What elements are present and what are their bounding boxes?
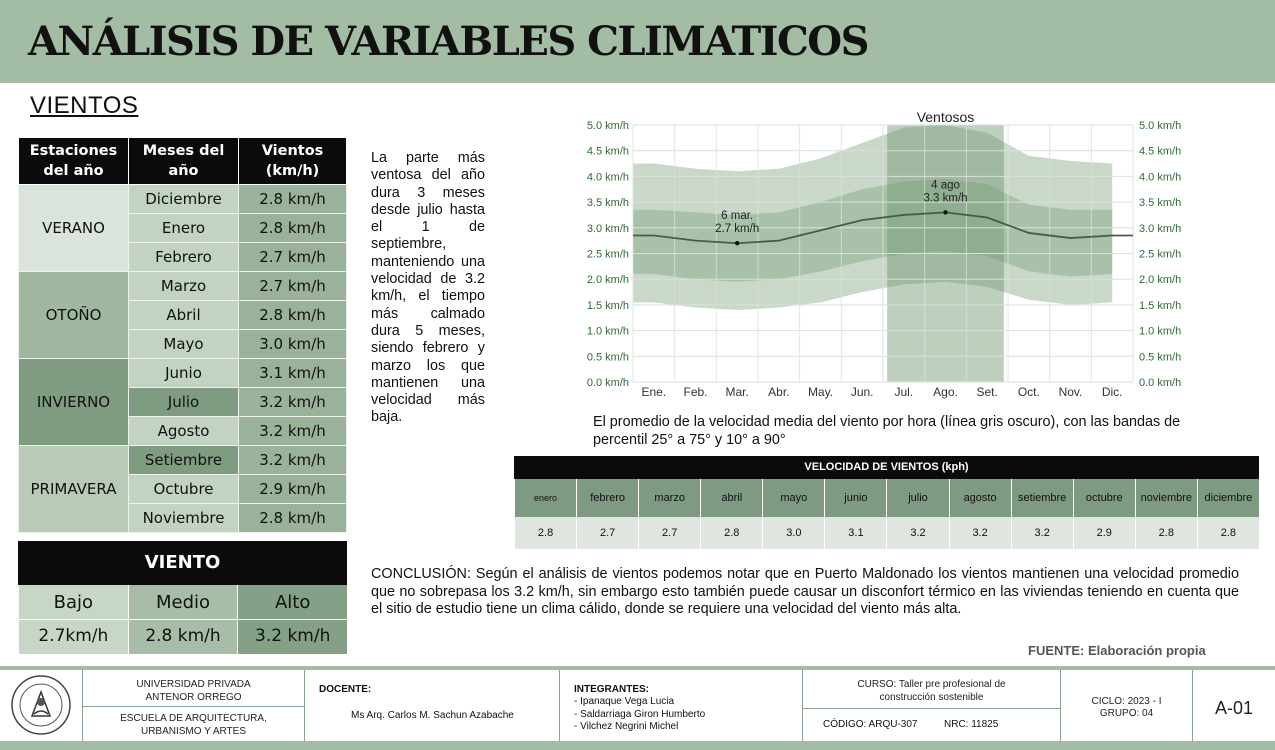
speed-month-cell: setiembre [1011, 479, 1073, 517]
speed-value-cell: 3.2 [886, 517, 948, 549]
wind-cell: 3.1 km/h [239, 359, 347, 388]
course-cell [803, 670, 1061, 741]
wind-medium-value: 2.8 km/h [128, 620, 238, 655]
speed-value-cell: 3.2 [949, 517, 1011, 549]
x-tick-label: Oct. [1017, 385, 1040, 399]
docente-cell [305, 670, 560, 741]
speed-table-title: VELOCIDAD DE VIENTOS (kph) [514, 456, 1259, 479]
table-header [129, 138, 239, 185]
speed-value-cell: 2.7 [638, 517, 700, 549]
school-name: ESCUELA DE ARQUITECTURA, URBANISMO Y ARTES [120, 713, 267, 737]
y-tick-label-right: 0.5 km/h [1139, 351, 1182, 364]
wind-high-value: 3.2 km/h [237, 620, 347, 655]
wind-cell: 2.7 km/h [239, 243, 347, 272]
cycle-cell [1061, 670, 1193, 741]
y-tick-label: 2.5 km/h [586, 248, 629, 261]
y-tick-label: 2.0 km/h [586, 274, 629, 287]
wind-medium-label: Medio [128, 585, 238, 620]
wind-cell: 3.2 km/h [239, 388, 347, 417]
speed-value-cell: 2.8 [1135, 517, 1197, 549]
y-tick-label: 4.0 km/h [586, 171, 629, 184]
course-code: CÓDIGO: ARQU-307 [823, 719, 918, 730]
speed-month-cell: octubre [1073, 479, 1135, 517]
header-wind: Vientos (km/h) [261, 143, 324, 179]
integrantes-label: INTEGRANTES: [574, 684, 649, 695]
y-tick-label-right: 1.5 km/h [1139, 299, 1182, 312]
annotation-date: 4 ago [931, 179, 960, 192]
season-cell: VERANO [19, 185, 129, 272]
speed-value-cell: 3.0 [762, 517, 824, 549]
annotation-date: 6 mar. [721, 210, 754, 223]
speed-month-cell: enero [514, 479, 576, 517]
y-tick-label: 3.0 km/h [586, 222, 629, 235]
x-tick-label: May. [807, 385, 834, 399]
logo-cell [0, 670, 83, 741]
wind-cell: 2.9 km/h [239, 475, 347, 504]
speed-months-row [514, 479, 1259, 517]
wind-cell: 3.2 km/h [239, 417, 347, 446]
description-text: La parte más ventosa del año dura 3 meses desde julio hasta el 1 de septiembre, manteniendo una velocidad de 3.2 km/h, el tiempo más calmado dura 5 meses, siendo febrero y marzo los que mantienen una velocidad más baja. [371, 150, 485, 426]
annotation-value: 2.7 km/h [715, 223, 760, 236]
y-tick-label-right: 2.5 km/h [1139, 248, 1182, 261]
month-cell: Octubre [129, 475, 239, 504]
speed-month-cell: febrero [576, 479, 638, 517]
sheet-cell [1193, 670, 1275, 741]
cycle-text: CICLO: 2023 - I [1091, 696, 1162, 707]
speed-value-cell: 2.9 [1073, 517, 1135, 549]
header-seasons: Estaciones del año [29, 143, 118, 179]
title-block [0, 670, 1275, 741]
integrantes-list [574, 696, 705, 734]
member-name: - Ipanaque Vega Lucia [574, 696, 675, 707]
speed-month-cell: marzo [638, 479, 700, 517]
wind-cell: 3.0 km/h [239, 330, 347, 359]
month-cell: Junio [129, 359, 239, 388]
speed-value-cell: 2.7 [576, 517, 638, 549]
speed-values-row [514, 517, 1259, 549]
x-tick-label: Ago. [933, 385, 958, 399]
month-cell: Marzo [129, 272, 239, 301]
footer-bottom-rule [0, 741, 1275, 750]
speed-month-cell: diciembre [1197, 479, 1259, 517]
month-cell: Agosto [129, 417, 239, 446]
x-tick-label: Jun. [850, 385, 874, 399]
wind-chart [575, 108, 1195, 400]
wind-cell: 2.7 km/h [239, 272, 347, 301]
member-name: - Saldarriaga Giron Humberto [574, 708, 706, 720]
y-tick-label-right: 4.0 km/h [1139, 171, 1182, 184]
speed-value-cell: 2.8 [514, 517, 576, 549]
speed-value-cell: 2.8 [1197, 517, 1259, 549]
month-cell: Mayo [129, 330, 239, 359]
source-note: FUENTE: Elaboración propia [1028, 643, 1206, 658]
speed-table [514, 456, 1259, 549]
speed-month-cell: mayo [762, 479, 824, 517]
integrantes-cell [560, 670, 803, 741]
month-cell: Abril [129, 301, 239, 330]
y-tick-label: 1.5 km/h [586, 299, 629, 312]
sheet-number: A-01 [1214, 698, 1254, 718]
wind-summary-table [18, 541, 347, 655]
y-tick-label: 5.0 km/h [586, 120, 629, 132]
wind-cell: 2.8 km/h [239, 214, 347, 243]
x-tick-label: Mar. [725, 385, 749, 399]
y-tick-label-right: 4.5 km/h [1139, 145, 1182, 158]
speed-value-cell: 3.1 [824, 517, 886, 549]
university-cell [83, 670, 305, 741]
chart-caption: El promedio de la velocidad media del viento por hora (línea gris oscuro), con las bandas de percentil 25° a 75° y 10° a 90° [593, 414, 1181, 448]
speed-month-cell: noviembre [1135, 479, 1197, 517]
course-name: CURSO: Taller pre profesional de construcción sostenible [857, 679, 1006, 703]
y-tick-label-right: 3.0 km/h [1139, 222, 1182, 235]
group-text: GRUPO: 04 [1099, 708, 1154, 719]
table-header [19, 138, 129, 185]
annotation-point [735, 241, 739, 245]
course-nrc: NRC: 11825 [944, 719, 999, 730]
university-seal-icon [10, 674, 72, 736]
member-name: - Vilchez Negrini Michel [574, 721, 679, 732]
season-table [18, 137, 347, 533]
y-tick-label: 1.0 km/h [586, 325, 629, 338]
speed-month-cell: agosto [949, 479, 1011, 517]
wind-high-label: Alto [237, 585, 347, 620]
y-tick-label: 0.5 km/h [586, 351, 629, 364]
speed-month-cell: abril [700, 479, 762, 517]
wind-cell: 2.8 km/h [239, 185, 347, 214]
x-tick-label: Ene. [641, 385, 667, 399]
y-tick-label-right: 1.0 km/h [1139, 325, 1182, 338]
x-tick-label: Dic. [1101, 385, 1123, 399]
month-cell: Julio [129, 388, 239, 417]
conclusion-text: CONCLUSIÓN: Según el análisis de vientos podemos notar que en Puerto Maldonado los vientos mantienen una velocidad promedio que no sobrepasa los 3.2 km/h, sin embargo esto también puede causar un disconfort térmico en las viviendas teniendo en cuenta que el sitio de estudio tiene un clima cálido, donde se requiere una velocidad del viento más alta. [371, 566, 1239, 618]
chart-title: Ventosos [916, 109, 975, 125]
wind-cell: 2.8 km/h [239, 301, 347, 330]
docente-name: Ms Arq. Carlos M. Sachun Azabache [351, 710, 514, 721]
header-months: Meses del año [142, 143, 225, 179]
season-cell: OTOÑO [19, 272, 129, 359]
month-cell: Noviembre [129, 504, 239, 533]
table-header [239, 138, 347, 185]
y-tick-label: 3.5 km/h [586, 197, 629, 210]
y-tick-label: 0.0 km/h [586, 377, 629, 389]
wind-cell: 3.2 km/h [239, 446, 347, 475]
annotation-value: 3.3 km/h [923, 192, 968, 205]
x-tick-label: Jul. [894, 385, 914, 399]
y-tick-label-right: 0.0 km/h [1139, 377, 1182, 389]
y-tick-label-right: 3.5 km/h [1139, 197, 1182, 210]
speed-month-cell: junio [824, 479, 886, 517]
wind-low-value: 2.7km/h [18, 620, 128, 655]
speed-value-cell: 3.2 [1011, 517, 1073, 549]
y-tick-label-right: 2.0 km/h [1139, 274, 1182, 287]
wind-summary-title: VIENTO [18, 541, 347, 585]
page-title: ANÁLISIS DE VARIABLES CLIMATICOS [28, 18, 869, 65]
speed-month-cell: julio [886, 479, 948, 517]
season-cell: PRIMAVERA [19, 446, 129, 533]
month-cell: Diciembre [129, 185, 239, 214]
title-bar [0, 0, 1275, 83]
section-title: VIENTOS [30, 92, 139, 119]
x-tick-label: Nov. [1058, 385, 1083, 399]
wind-low-label: Bajo [18, 585, 128, 620]
month-cell: Enero [129, 214, 239, 243]
month-cell: Febrero [129, 243, 239, 272]
y-tick-label-right: 5.0 km/h [1139, 120, 1182, 132]
x-tick-label: Set. [976, 385, 998, 399]
annotation-point [943, 210, 947, 214]
docente-label: DOCENTE: [319, 684, 372, 695]
wind-cell: 2.8 km/h [239, 504, 347, 533]
month-cell: Setiembre [129, 446, 239, 475]
speed-value-cell: 2.8 [700, 517, 762, 549]
x-tick-label: Abr. [768, 385, 790, 399]
season-cell: INVIERNO [19, 359, 129, 446]
x-tick-label: Feb. [683, 385, 708, 399]
university-name: UNIVERSIDAD PRIVADA ANTENOR ORREGO [136, 679, 251, 703]
y-tick-label: 4.5 km/h [586, 145, 629, 158]
